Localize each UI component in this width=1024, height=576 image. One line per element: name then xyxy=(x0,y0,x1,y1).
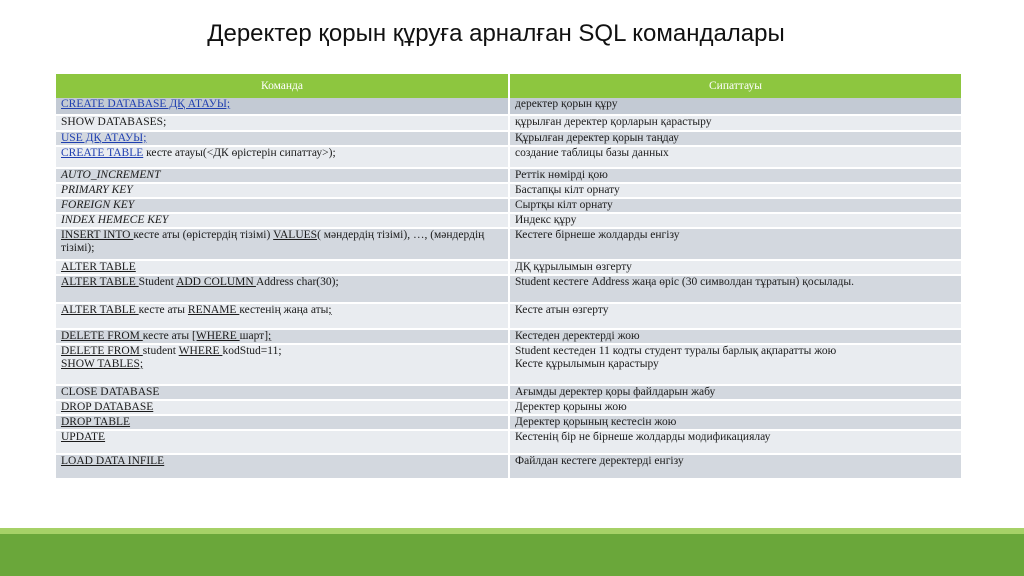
description-cell: Құрылған деректер қорын таңдау xyxy=(509,131,962,146)
command-text: ; xyxy=(328,304,332,316)
description-cell: Файлдан кестеге деректерді енгізу xyxy=(509,454,962,479)
table-row xyxy=(56,430,962,454)
command-text: Student xyxy=(138,276,177,288)
command-text: kodStud=11; xyxy=(222,345,282,357)
table-row xyxy=(56,131,962,146)
command-cell xyxy=(56,183,509,198)
command-link[interactable]: CREATE TABLE xyxy=(61,147,144,159)
command-cell xyxy=(56,303,509,329)
command-text: кесте аты (өрістердің тізімі) xyxy=(133,229,274,241)
command-text: ADD COLUMN xyxy=(176,276,256,288)
command-text: ALTER TABLE xyxy=(61,304,139,316)
command-cell xyxy=(56,400,509,415)
command-text: SHOW DATABASES; xyxy=(61,116,167,128)
description-cell: ДҚ құрылымын өзгерту xyxy=(509,260,962,275)
command-text: student xyxy=(142,345,179,357)
command-text: кестенің жаңа аты xyxy=(239,304,329,316)
command-cell xyxy=(56,198,509,213)
command-cell xyxy=(56,98,509,115)
table-row xyxy=(56,213,962,228)
command-link[interactable]: CREATE DATABASE ДҚ АТАУЫ; xyxy=(61,98,231,110)
command-cell xyxy=(56,168,509,183)
command-text: FOREIGN KEY xyxy=(61,199,135,211)
command-cell xyxy=(56,115,509,131)
command-text: [WHERE xyxy=(192,330,240,342)
command-text: DELETE FROM xyxy=(61,330,143,342)
description-cell: Student кестеге Address жаңа өріс (30 символдан тұратын) қосылады. xyxy=(509,275,962,303)
table-row xyxy=(56,303,962,329)
description-cell: құрылған деректер қорларын қарастыру xyxy=(509,115,962,131)
table-row xyxy=(56,400,962,415)
footer-bar xyxy=(0,534,1024,576)
command-text: DELETE FROM xyxy=(61,345,143,357)
command-text: кесте атауы(<ДК өрістерін сипаттау>); xyxy=(143,147,336,159)
description-cell: создание таблицы базы данных xyxy=(509,146,962,168)
description-cell: Реттік нөмірді қою xyxy=(509,168,962,183)
command-text: WHERE xyxy=(178,345,223,357)
table-header-row xyxy=(56,74,962,98)
slide-title: Деректер қорын құруға арналған SQL командалары xyxy=(207,20,785,47)
command-text: AUTO_INCREMENT xyxy=(61,169,161,181)
table-body xyxy=(56,98,962,479)
description-cell: Бастапқы кілт орнату xyxy=(509,183,962,198)
sql-commands-table xyxy=(56,74,963,480)
command-link[interactable]: USE ДҚ АТАУЫ; xyxy=(61,132,147,144)
command-cell xyxy=(56,213,509,228)
description-cell: Индекс құру xyxy=(509,213,962,228)
command-cell xyxy=(56,146,509,168)
command-cell xyxy=(56,385,509,400)
command-text: кесте аты xyxy=(138,304,188,316)
command-text: DROP DATABASE xyxy=(61,401,154,413)
description-cell: деректер қорын құру xyxy=(509,98,962,115)
command-text: шарт xyxy=(239,330,265,342)
table-row xyxy=(56,260,962,275)
description-cell: Student кестеден 11 кодты студент туралы барлық ақпаратты жою Кесте құрылымын қарастыру xyxy=(509,344,962,385)
command-text: ( мәндердің тізімі), …, (мәндердің тізімі); xyxy=(61,229,485,254)
description-cell: Кестенің бір не бірнеше жолдарды модификациялау xyxy=(509,430,962,454)
command-cell xyxy=(56,131,509,146)
header-description: Сипаттауы xyxy=(509,74,962,98)
command-text: UPDATE xyxy=(61,431,106,443)
table-row xyxy=(56,183,962,198)
command-text: кесте аты xyxy=(142,330,193,342)
command-text: LOAD DATA INFILE xyxy=(61,455,165,467)
table-row xyxy=(56,198,962,213)
description-cell: Деректер қорыны жою xyxy=(509,400,962,415)
command-cell xyxy=(56,228,509,260)
command-cell xyxy=(56,415,509,430)
command-text: VALUES xyxy=(273,229,318,241)
command-text: SHOW TABLES; xyxy=(61,358,144,370)
command-cell xyxy=(56,430,509,454)
table-row xyxy=(56,415,962,430)
table-row xyxy=(56,275,962,303)
description-cell: Кестеден деректерді жою xyxy=(509,329,962,344)
command-cell xyxy=(56,275,509,303)
command-text: INSERT INTO xyxy=(61,229,134,241)
description-cell: Деректер қорының кестесін жою xyxy=(509,415,962,430)
command-cell xyxy=(56,260,509,275)
table-row xyxy=(56,228,962,260)
description-cell: Сыртқы кілт орнату xyxy=(509,198,962,213)
command-text: ALTER TABLE xyxy=(61,276,139,288)
table-row xyxy=(56,146,962,168)
command-text: INDEX HEMECE KEY xyxy=(61,214,169,226)
table-row xyxy=(56,168,962,183)
description-cell: Кестеге бірнеше жолдарды енгізу xyxy=(509,228,962,260)
table-row xyxy=(56,329,962,344)
command-text: Address char(30); xyxy=(255,276,339,288)
command-text: ]; xyxy=(264,330,272,342)
description-cell: Ағымды деректер қоры файлдарын жабу xyxy=(509,385,962,400)
command-cell xyxy=(56,344,509,385)
table-row xyxy=(56,115,962,131)
command-cell xyxy=(56,329,509,344)
command-text: CLOSE DATABASE xyxy=(61,386,160,398)
command-text: ALTER TABLE xyxy=(61,261,136,273)
header-command: Команда xyxy=(56,74,509,98)
table-row xyxy=(56,385,962,400)
table-row xyxy=(56,454,962,479)
command-text: PRIMARY KEY xyxy=(61,184,133,196)
table-row xyxy=(56,98,962,115)
command-text: DROP TABLE xyxy=(61,416,131,428)
table-row xyxy=(56,344,962,385)
command-text: RENAME xyxy=(187,304,240,316)
description-cell: Кесте атын өзгерту xyxy=(509,303,962,329)
command-cell xyxy=(56,454,509,479)
